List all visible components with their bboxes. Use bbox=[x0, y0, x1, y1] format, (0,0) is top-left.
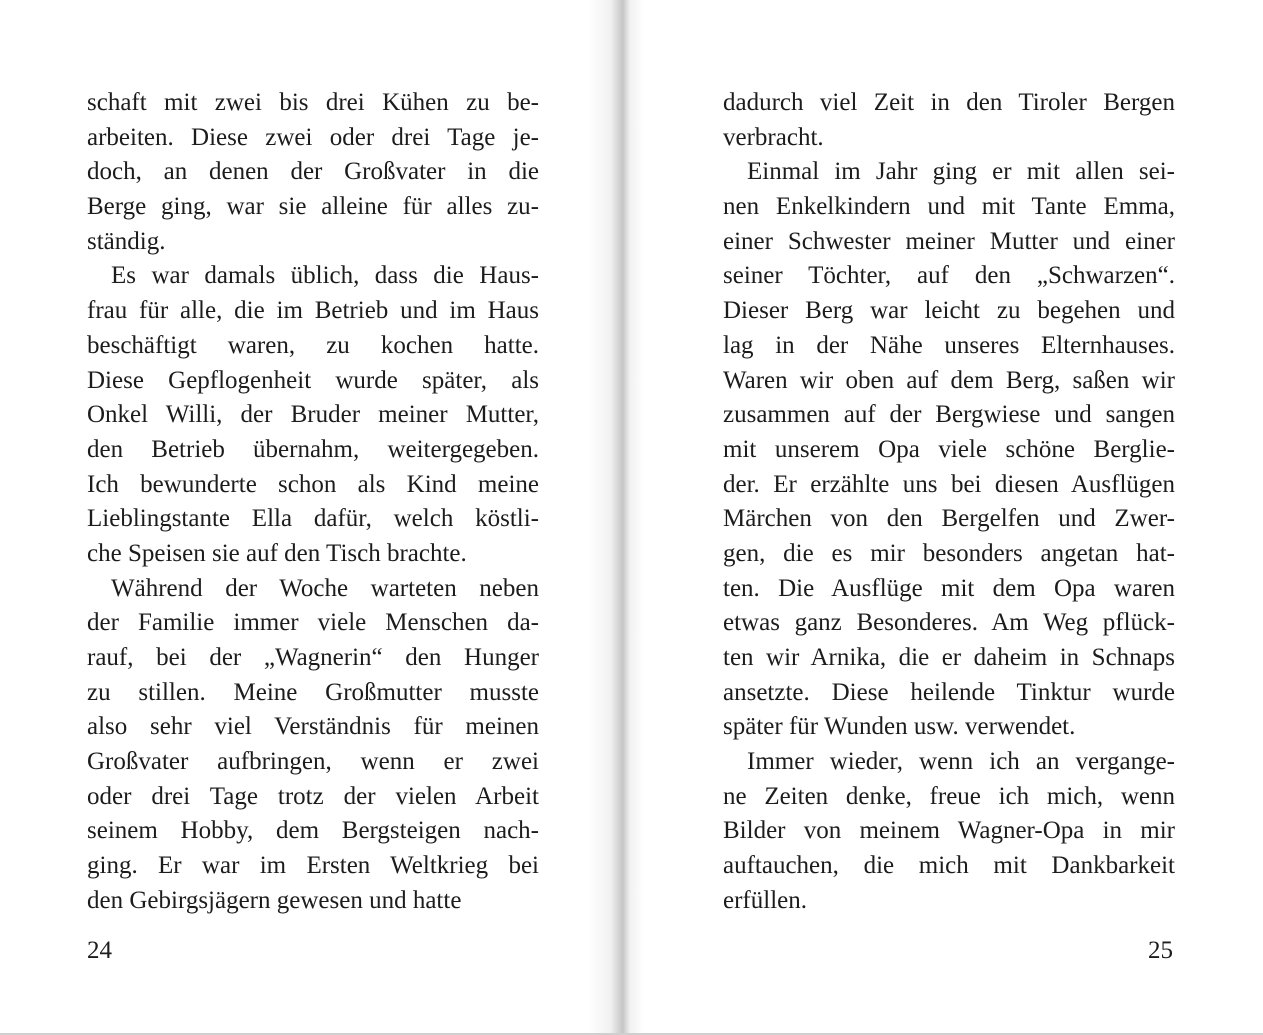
text-line: Bilder von meinem Wagner-Opa in mir bbox=[723, 817, 1175, 845]
text-line: also sehr viel Verständnis für meinen bbox=[87, 713, 539, 741]
text-line: Märchen von den Bergelfen und Zwer- bbox=[723, 505, 1175, 533]
text-line: Onkel Willi, der Bruder meiner Mutter, bbox=[87, 401, 539, 429]
text-line: auftauchen, die mich mit Dankbarkeit bbox=[723, 852, 1175, 880]
paragraph bbox=[723, 155, 1175, 745]
text-line: doch, an denen der Großvater in die bbox=[87, 158, 539, 186]
text-line: Diese Gepflogenheit wurde später, als bbox=[87, 366, 539, 394]
text-line: seinem Hobby, dem Bergsteigen nach- bbox=[87, 817, 539, 845]
paragraph bbox=[723, 86, 1175, 155]
paragraph bbox=[723, 745, 1175, 918]
text-line: beschäftigt waren, zu kochen hatte. bbox=[87, 331, 539, 359]
text-line: ständig. bbox=[87, 227, 166, 255]
text-line: später für Wunden usw. verwendet. bbox=[723, 713, 1076, 741]
text-line: etwas ganz Besonderes. Am Weg pflück- bbox=[723, 609, 1175, 637]
text-line: Lieblingstante Ella dafür, welch köstli- bbox=[87, 505, 539, 533]
paragraph bbox=[87, 86, 539, 259]
text-line: Es war damals üblich, dass die Haus- bbox=[111, 262, 539, 290]
left-page bbox=[0, 0, 612, 1035]
right-page-text bbox=[723, 86, 1175, 919]
text-line: mit unserem Opa viele schöne Berglie- bbox=[723, 435, 1175, 463]
text-line: Waren wir oben auf dem Berg, saßen wir bbox=[723, 366, 1175, 394]
right-page bbox=[632, 0, 1263, 1035]
text-line: arbeiten. Diese zwei oder drei Tage je- bbox=[87, 123, 539, 151]
text-line: schaft mit zwei bis drei Kühen zu be- bbox=[87, 89, 539, 116]
text-line: ansetzte. Diese heilende Tinktur wurde bbox=[723, 678, 1175, 706]
text-line: oder drei Tage trotz der vielen Arbeit bbox=[87, 782, 539, 810]
text-line: dadurch viel Zeit in den Tiroler Bergen bbox=[723, 89, 1175, 116]
text-line: rauf, bei der „Wagnerin“ den Hunger bbox=[87, 644, 539, 671]
text-line: Einmal im Jahr ging er mit allen sei- bbox=[747, 158, 1175, 186]
text-line: den Gebirgsjägern gewesen und hatte bbox=[87, 886, 462, 914]
left-page-text bbox=[87, 86, 539, 919]
text-line: Ich bewunderte schon als Kind meine bbox=[87, 470, 539, 498]
text-line: ne Zeiten denke, freue ich mich, wenn bbox=[723, 782, 1175, 810]
text-line: Während der Woche warteten neben bbox=[111, 574, 539, 602]
text-line: gen, die es mir besonders angetan hat- bbox=[723, 539, 1175, 567]
text-line: den Betrieb übernahm, weitergegeben. bbox=[87, 435, 539, 463]
text-line: der Familie immer viele Menschen da- bbox=[87, 609, 539, 637]
right-page-number: 25 bbox=[1148, 937, 1173, 964]
text-line: erfüllen. bbox=[723, 886, 807, 914]
left-page-number: 24 bbox=[87, 937, 112, 964]
text-line: ten wir Arnika, die er daheim in Schnaps bbox=[723, 644, 1175, 671]
text-line: einer Schwester meiner Mutter und einer bbox=[723, 227, 1175, 255]
text-line: ten. Die Ausflüge mit dem Opa waren bbox=[723, 574, 1175, 602]
paragraph bbox=[87, 259, 539, 571]
text-line: zusammen auf der Bergwiese und sangen bbox=[723, 401, 1175, 429]
text-line: Dieser Berg war leicht zu begehen und bbox=[723, 297, 1175, 325]
text-line: Immer wieder, wenn ich an vergange- bbox=[747, 748, 1175, 776]
text-line: Großvater aufbringen, wenn er zwei bbox=[87, 748, 539, 776]
paragraph bbox=[87, 572, 539, 919]
text-line: zu stillen. Meine Großmutter musste bbox=[87, 678, 539, 706]
text-line: Berge ging, war sie alleine für alles zu- bbox=[87, 193, 539, 221]
text-line: che Speisen sie auf den Tisch brachte. bbox=[87, 539, 467, 567]
text-line: frau für alle, die im Betrieb und im Haus bbox=[87, 297, 539, 325]
text-line: lag in der Nähe unseres Elternhauses. bbox=[723, 331, 1175, 359]
text-line: ging. Er war im Ersten Weltkrieg bei bbox=[87, 852, 539, 880]
text-line: verbracht. bbox=[723, 123, 824, 151]
text-line: der. Er erzählte uns bei diesen Ausflügen bbox=[723, 470, 1175, 498]
text-line: nen Enkelkindern und mit Tante Emma, bbox=[723, 193, 1175, 221]
text-line: seiner Töchter, auf den „Schwarzen“. bbox=[723, 262, 1175, 290]
